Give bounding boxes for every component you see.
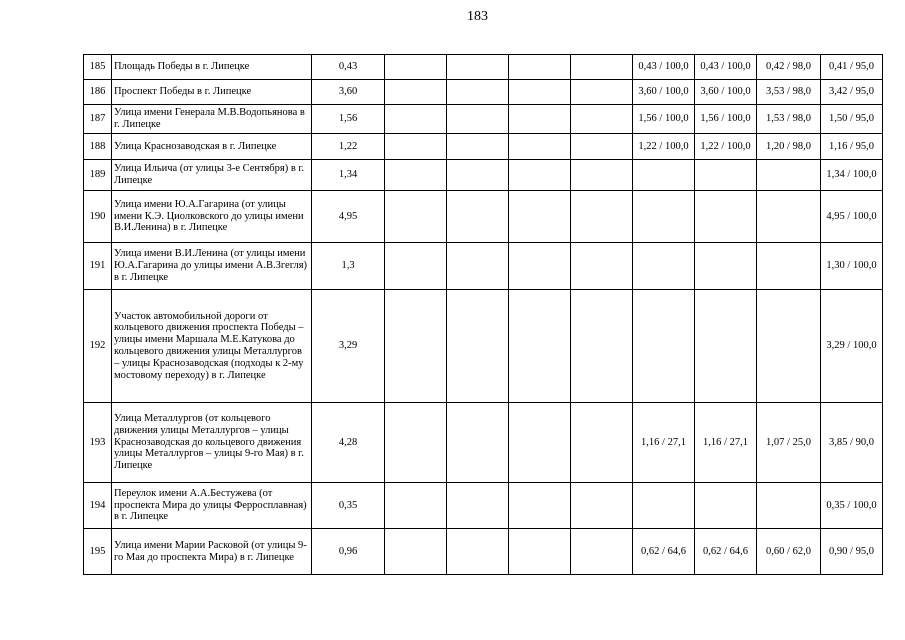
value-cell-7: 1,07 / 25,0 <box>757 403 821 483</box>
value-cell-3 <box>509 80 571 105</box>
row-number: 189 <box>84 160 112 191</box>
row-number: 192 <box>84 290 112 403</box>
table-row <box>84 80 883 105</box>
value-cell-1 <box>385 529 447 575</box>
value-cell-1 <box>385 191 447 243</box>
value-cell-8: 1,34 / 100,0 <box>821 160 883 191</box>
road-length: 1,22 <box>312 134 385 160</box>
value-cell-7 <box>757 243 821 290</box>
value-cell-1 <box>385 160 447 191</box>
value-cell-6 <box>695 191 757 243</box>
row-number: 186 <box>84 80 112 105</box>
value-cell-4 <box>571 403 633 483</box>
value-cell-1 <box>385 290 447 403</box>
road-name: Переулок имени А.А.Бестужева (от проспекта Мира до улицы Ферросплавная) в г. Липецке <box>112 483 312 529</box>
road-name: Площадь Победы в г. Липецке <box>112 55 312 80</box>
value-cell-7 <box>757 160 821 191</box>
value-cell-7: 1,20 / 98,0 <box>757 134 821 160</box>
value-cell-4 <box>571 483 633 529</box>
value-cell-3 <box>509 483 571 529</box>
road-length: 1,3 <box>312 243 385 290</box>
value-cell-3 <box>509 191 571 243</box>
value-cell-1 <box>385 483 447 529</box>
row-number: 188 <box>84 134 112 160</box>
row-number: 195 <box>84 529 112 575</box>
value-cell-8: 1,30 / 100,0 <box>821 243 883 290</box>
value-cell-5: 3,60 / 100,0 <box>633 80 695 105</box>
row-number: 187 <box>84 105 112 134</box>
value-cell-4 <box>571 191 633 243</box>
value-cell-4 <box>571 105 633 134</box>
value-cell-4 <box>571 290 633 403</box>
value-cell-1 <box>385 403 447 483</box>
value-cell-2 <box>447 483 509 529</box>
table-row <box>84 403 883 483</box>
value-cell-3 <box>509 243 571 290</box>
road-length: 3,60 <box>312 80 385 105</box>
value-cell-7 <box>757 191 821 243</box>
road-length: 4,95 <box>312 191 385 243</box>
road-length: 0,96 <box>312 529 385 575</box>
table-row <box>84 290 883 403</box>
value-cell-6: 0,43 / 100,0 <box>695 55 757 80</box>
value-cell-7: 0,60 / 62,0 <box>757 529 821 575</box>
value-cell-2 <box>447 290 509 403</box>
value-cell-1 <box>385 134 447 160</box>
value-cell-5 <box>633 191 695 243</box>
value-cell-5 <box>633 243 695 290</box>
value-cell-6: 1,16 / 27,1 <box>695 403 757 483</box>
value-cell-6 <box>695 483 757 529</box>
value-cell-8: 0,90 / 95,0 <box>821 529 883 575</box>
value-cell-4 <box>571 160 633 191</box>
roads-table <box>83 54 883 575</box>
road-length: 0,35 <box>312 483 385 529</box>
table-row <box>84 529 883 575</box>
value-cell-8: 0,41 / 95,0 <box>821 55 883 80</box>
value-cell-6 <box>695 160 757 191</box>
road-length: 1,34 <box>312 160 385 191</box>
value-cell-4 <box>571 243 633 290</box>
road-name: Улица имени Марии Расковой (от улицы 9-го Мая до проспекта Мира) в г. Липецке <box>112 529 312 575</box>
value-cell-6 <box>695 290 757 403</box>
value-cell-5: 1,16 / 27,1 <box>633 403 695 483</box>
value-cell-7: 1,53 / 98,0 <box>757 105 821 134</box>
value-cell-1 <box>385 80 447 105</box>
table-row <box>84 55 883 80</box>
value-cell-8: 1,50 / 95,0 <box>821 105 883 134</box>
value-cell-8: 1,16 / 95,0 <box>821 134 883 160</box>
row-number: 191 <box>84 243 112 290</box>
value-cell-7: 0,42 / 98,0 <box>757 55 821 80</box>
table-row <box>84 483 883 529</box>
value-cell-8: 0,35 / 100,0 <box>821 483 883 529</box>
road-name: Улица имени Ю.А.Гагарина (от улицы имени К.Э. Циолковского до улицы имени В.И.Ленина) в г. Липецке <box>112 191 312 243</box>
road-name: Улица Металлургов (от кольцевого движения улицы Металлургов – улицы Краснозаводская до кольцевого движения улицы Металлургов – улицы 9-го Мая) в г. Липецке <box>112 403 312 483</box>
value-cell-3 <box>509 290 571 403</box>
value-cell-7 <box>757 290 821 403</box>
value-cell-5: 0,62 / 64,6 <box>633 529 695 575</box>
table-row <box>84 134 883 160</box>
value-cell-5: 1,22 / 100,0 <box>633 134 695 160</box>
value-cell-7 <box>757 483 821 529</box>
value-cell-8: 3,42 / 95,0 <box>821 80 883 105</box>
value-cell-2 <box>447 55 509 80</box>
value-cell-2 <box>447 80 509 105</box>
table-row <box>84 160 883 191</box>
row-number: 190 <box>84 191 112 243</box>
value-cell-2 <box>447 243 509 290</box>
value-cell-1 <box>385 105 447 134</box>
value-cell-1 <box>385 243 447 290</box>
road-name: Улица Краснозаводская в г. Липецке <box>112 134 312 160</box>
value-cell-8: 4,95 / 100,0 <box>821 191 883 243</box>
value-cell-1 <box>385 55 447 80</box>
road-name: Улица Ильича (от улицы 3-е Сентября) в г. Липецке <box>112 160 312 191</box>
value-cell-4 <box>571 55 633 80</box>
value-cell-8: 3,29 / 100,0 <box>821 290 883 403</box>
road-name: Проспект Победы в г. Липецке <box>112 80 312 105</box>
row-number: 193 <box>84 403 112 483</box>
value-cell-6: 3,60 / 100,0 <box>695 80 757 105</box>
road-name: Улица имени В.И.Ленина (от улицы имени Ю.А.Гагарина до улицы имени А.В.Згегля) в г. Липецке <box>112 243 312 290</box>
table-row <box>84 243 883 290</box>
table-row <box>84 191 883 243</box>
road-length: 4,28 <box>312 403 385 483</box>
row-number: 185 <box>84 55 112 80</box>
value-cell-6 <box>695 243 757 290</box>
value-cell-2 <box>447 191 509 243</box>
value-cell-5 <box>633 483 695 529</box>
value-cell-3 <box>509 105 571 134</box>
value-cell-8: 3,85 / 90,0 <box>821 403 883 483</box>
value-cell-5: 1,56 / 100,0 <box>633 105 695 134</box>
road-length: 0,43 <box>312 55 385 80</box>
value-cell-4 <box>571 134 633 160</box>
value-cell-5: 0,43 / 100,0 <box>633 55 695 80</box>
value-cell-3 <box>509 134 571 160</box>
value-cell-4 <box>571 80 633 105</box>
value-cell-4 <box>571 529 633 575</box>
road-length: 1,56 <box>312 105 385 134</box>
value-cell-3 <box>509 403 571 483</box>
row-number: 194 <box>84 483 112 529</box>
table-row <box>84 105 883 134</box>
value-cell-7: 3,53 / 98,0 <box>757 80 821 105</box>
value-cell-5 <box>633 160 695 191</box>
road-length: 3,29 <box>312 290 385 403</box>
road-name: Улица имени Генерала М.В.Водопьянова в г. Липецке <box>112 105 312 134</box>
value-cell-6: 1,22 / 100,0 <box>695 134 757 160</box>
value-cell-3 <box>509 160 571 191</box>
value-cell-2 <box>447 403 509 483</box>
value-cell-5 <box>633 290 695 403</box>
value-cell-3 <box>509 529 571 575</box>
page-number: 183 <box>467 9 488 24</box>
value-cell-6: 1,56 / 100,0 <box>695 105 757 134</box>
value-cell-2 <box>447 529 509 575</box>
value-cell-2 <box>447 134 509 160</box>
value-cell-3 <box>509 55 571 80</box>
road-name: Участок автомобильной дороги от кольцевого движения проспекта Победы – улицы имени Маршала М.Е.Катукова до кольцевого движения улицы Металлургов – улицы Краснозаводская (подходы к 2-му мостовому переходу) в г. Липецке <box>112 290 312 403</box>
value-cell-2 <box>447 160 509 191</box>
value-cell-2 <box>447 105 509 134</box>
value-cell-6: 0,62 / 64,6 <box>695 529 757 575</box>
